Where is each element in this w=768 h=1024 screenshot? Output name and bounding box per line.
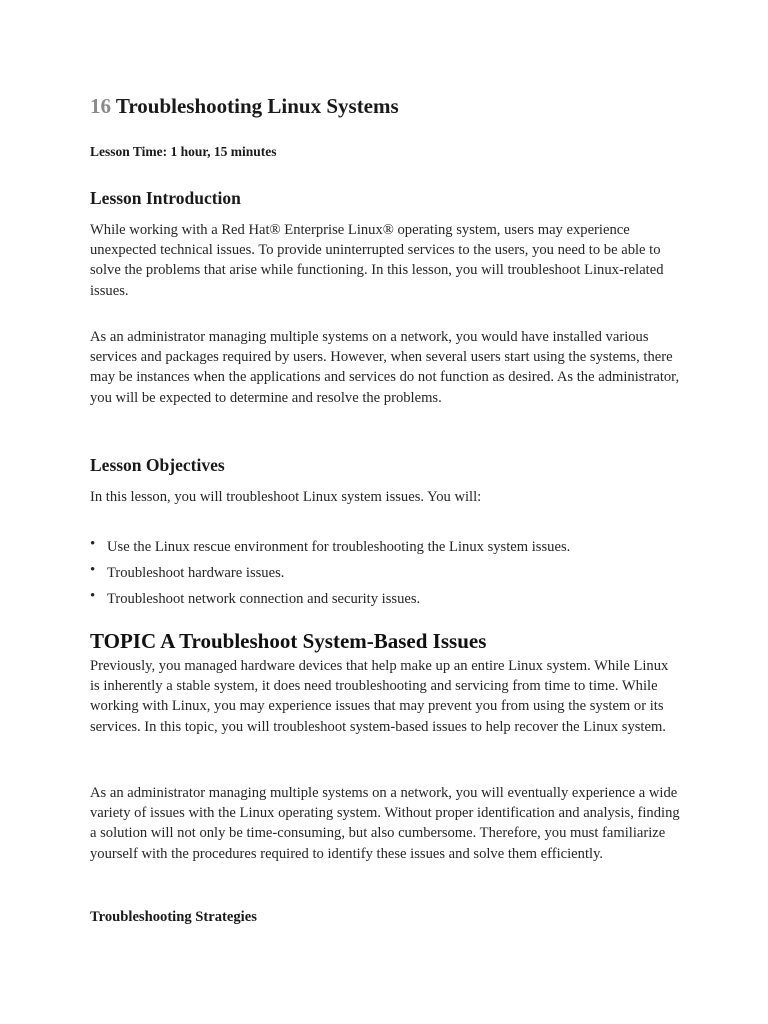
bullet-icon: • — [90, 588, 96, 604]
objectives-list — [90, 536, 570, 614]
objectives-intro: In this lesson, you will troubleshoot Linux system issues. You will: — [90, 489, 482, 505]
objective-item — [90, 562, 570, 588]
objective-text: Troubleshoot hardware issues. — [107, 565, 285, 581]
topic-paragraph-1: Previously, you managed hardware devices that help make up an entire Linux system. While Linux is inherently a stable system, it does need troubleshooting and servicing from time to time. While working with Linux, you may experience issues that may prevent you from using the system or its services. In this topic, you will troubleshoot system-based issues to help recover the Linux system. — [90, 658, 669, 735]
bullet-icon: • — [90, 536, 96, 552]
lesson-introduction-heading: Lesson Introduction — [90, 188, 241, 208]
objective-text: Use the Linux rescue environment for troubleshooting the Linux system issues. — [107, 539, 571, 555]
chapter-title-text: Troubleshooting Linux Systems — [115, 94, 399, 118]
chapter-number: 16 — [90, 94, 111, 118]
objective-item — [90, 588, 570, 614]
objective-item — [90, 536, 570, 562]
troubleshooting-strategies-heading: Troubleshooting Strategies — [90, 909, 257, 925]
topic-paragraph-2: As an administrator managing multiple systems on a network, you will eventually experience a wide variety of issues with the Linux operating system. Without proper identification and analysis, finding a solution will not only be time-consuming, but also cumbersome. Therefore, you must familiarize yourself with the procedures required to identify these issues and solve them efficiently. — [90, 785, 680, 862]
topic-title: TOPIC A Troubleshoot System-Based Issues — [90, 629, 487, 653]
lesson-time: Lesson Time: 1 hour, 15 minutes — [90, 144, 277, 159]
bullet-icon: • — [90, 562, 96, 578]
lesson-objectives-heading: Lesson Objectives — [90, 455, 225, 475]
objective-text: Troubleshoot network connection and security issues. — [107, 591, 421, 607]
introduction-paragraph-1: While working with a Red Hat® Enterprise Linux® operating system, users may experience unexpected technical issues. To provide uninterrupted services to the users, you need to be able to solve the problems that arise while functioning. In this lesson, you will troubleshoot Linux-related issues. — [90, 222, 664, 299]
chapter-title — [90, 94, 399, 119]
introduction-paragraph-2: As an administrator managing multiple systems on a network, you would have installed various services and packages required by users. However, when several users start using the systems, there may be instances when the applications and services do not function as desired. As the administrator, you will be expected to determine and resolve the problems. — [90, 329, 680, 406]
